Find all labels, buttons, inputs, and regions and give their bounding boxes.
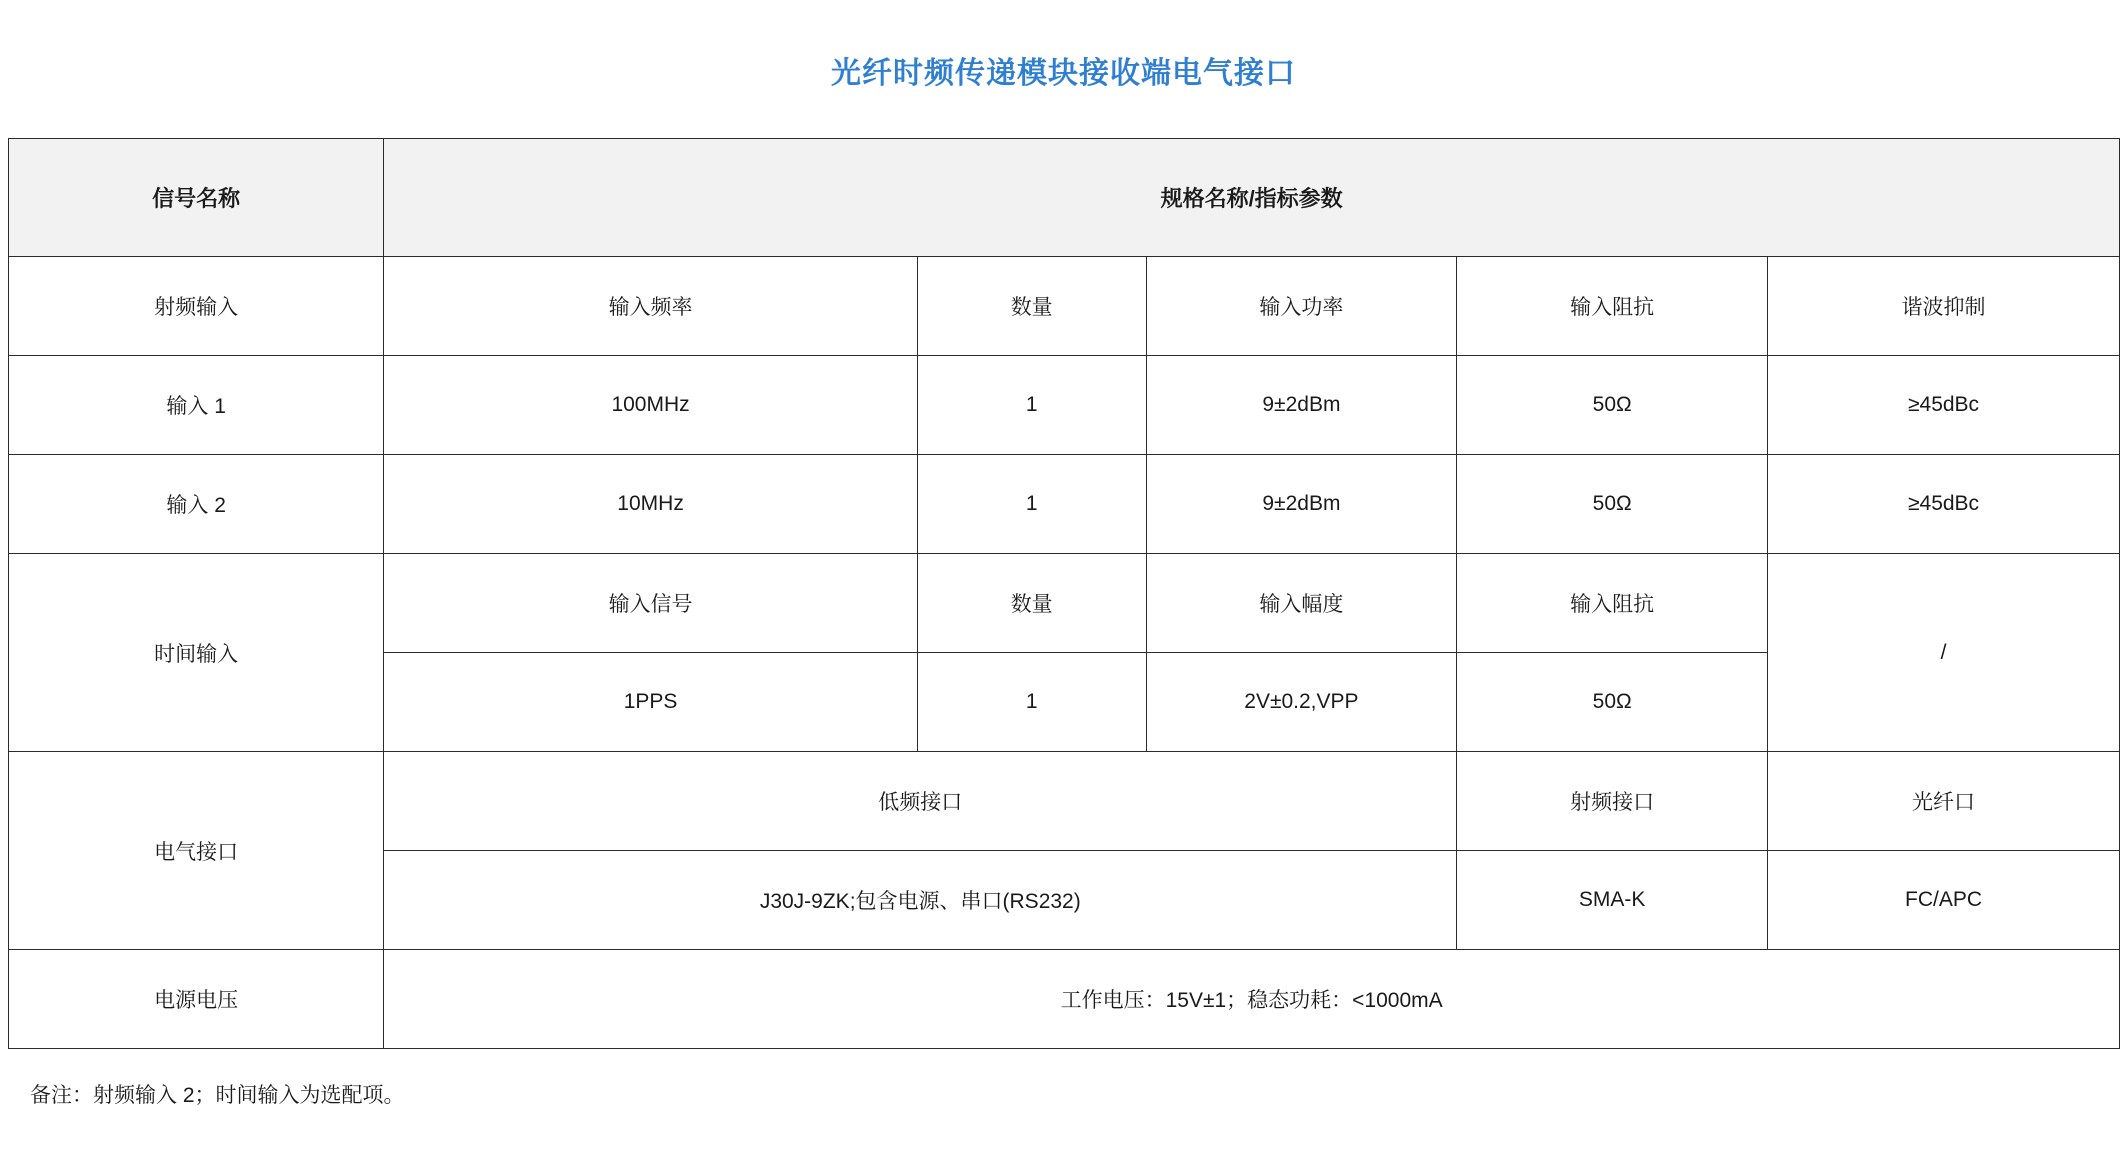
cell: 输入功率 bbox=[1146, 257, 1457, 356]
cell: 射频接口 bbox=[1457, 752, 1768, 851]
cell: 工作电压：15V±1；稳态功耗：<1000mA bbox=[384, 950, 2120, 1049]
page-title: 光纤时频传递模块接收端电气接口 bbox=[831, 57, 1296, 90]
table-note: 备注：射频输入 2；时间输入为选配项。 bbox=[30, 1084, 405, 1107]
cell: 输入阻抗 bbox=[1457, 554, 1768, 653]
cell: 2V±0.2,VPP bbox=[1146, 653, 1457, 752]
cell: / bbox=[1768, 554, 2120, 752]
table-row bbox=[9, 554, 2120, 653]
cell: 1 bbox=[917, 653, 1146, 752]
spec-table-container bbox=[0, 138, 2127, 1049]
table-row bbox=[9, 356, 2120, 455]
header-spec-params: 规格名称/指标参数 bbox=[384, 139, 2120, 257]
row-label: 输入 2 bbox=[9, 455, 384, 554]
header-signal-name: 信号名称 bbox=[9, 139, 384, 257]
cell: 数量 bbox=[917, 257, 1146, 356]
cell: 输入阻抗 bbox=[1457, 257, 1768, 356]
cell: 输入幅度 bbox=[1146, 554, 1457, 653]
row-label: 电源电压 bbox=[9, 950, 384, 1049]
cell: ≥45dBc bbox=[1768, 455, 2120, 554]
table-row bbox=[9, 752, 2120, 851]
cell: J30J-9ZK;包含电源、串口(RS232) bbox=[384, 851, 1457, 950]
cell: 50Ω bbox=[1457, 455, 1768, 554]
cell: 1 bbox=[917, 356, 1146, 455]
table-row bbox=[9, 455, 2120, 554]
cell: 50Ω bbox=[1457, 356, 1768, 455]
cell: 输入信号 bbox=[384, 554, 918, 653]
cell: 输入频率 bbox=[384, 257, 918, 356]
cell: 50Ω bbox=[1457, 653, 1768, 752]
table-row bbox=[9, 257, 2120, 356]
cell: 1 bbox=[917, 455, 1146, 554]
cell: 9±2dBm bbox=[1146, 356, 1457, 455]
cell: 1PPS bbox=[384, 653, 918, 752]
table-row bbox=[9, 950, 2120, 1049]
cell: 100MHz bbox=[384, 356, 918, 455]
cell: SMA-K bbox=[1457, 851, 1768, 950]
cell: 数量 bbox=[917, 554, 1146, 653]
cell: 低频接口 bbox=[384, 752, 1457, 851]
cell: 谐波抑制 bbox=[1768, 257, 2120, 356]
spec-table bbox=[8, 138, 2120, 1049]
cell: 光纤口 bbox=[1768, 752, 2120, 851]
row-label: 电气接口 bbox=[9, 752, 384, 950]
cell: 9±2dBm bbox=[1146, 455, 1457, 554]
row-label: 时间输入 bbox=[9, 554, 384, 752]
table-header-row bbox=[9, 139, 2120, 257]
row-label: 输入 1 bbox=[9, 356, 384, 455]
cell: 10MHz bbox=[384, 455, 918, 554]
cell: ≥45dBc bbox=[1768, 356, 2120, 455]
cell: FC/APC bbox=[1768, 851, 2120, 950]
row-label: 射频输入 bbox=[9, 257, 384, 356]
